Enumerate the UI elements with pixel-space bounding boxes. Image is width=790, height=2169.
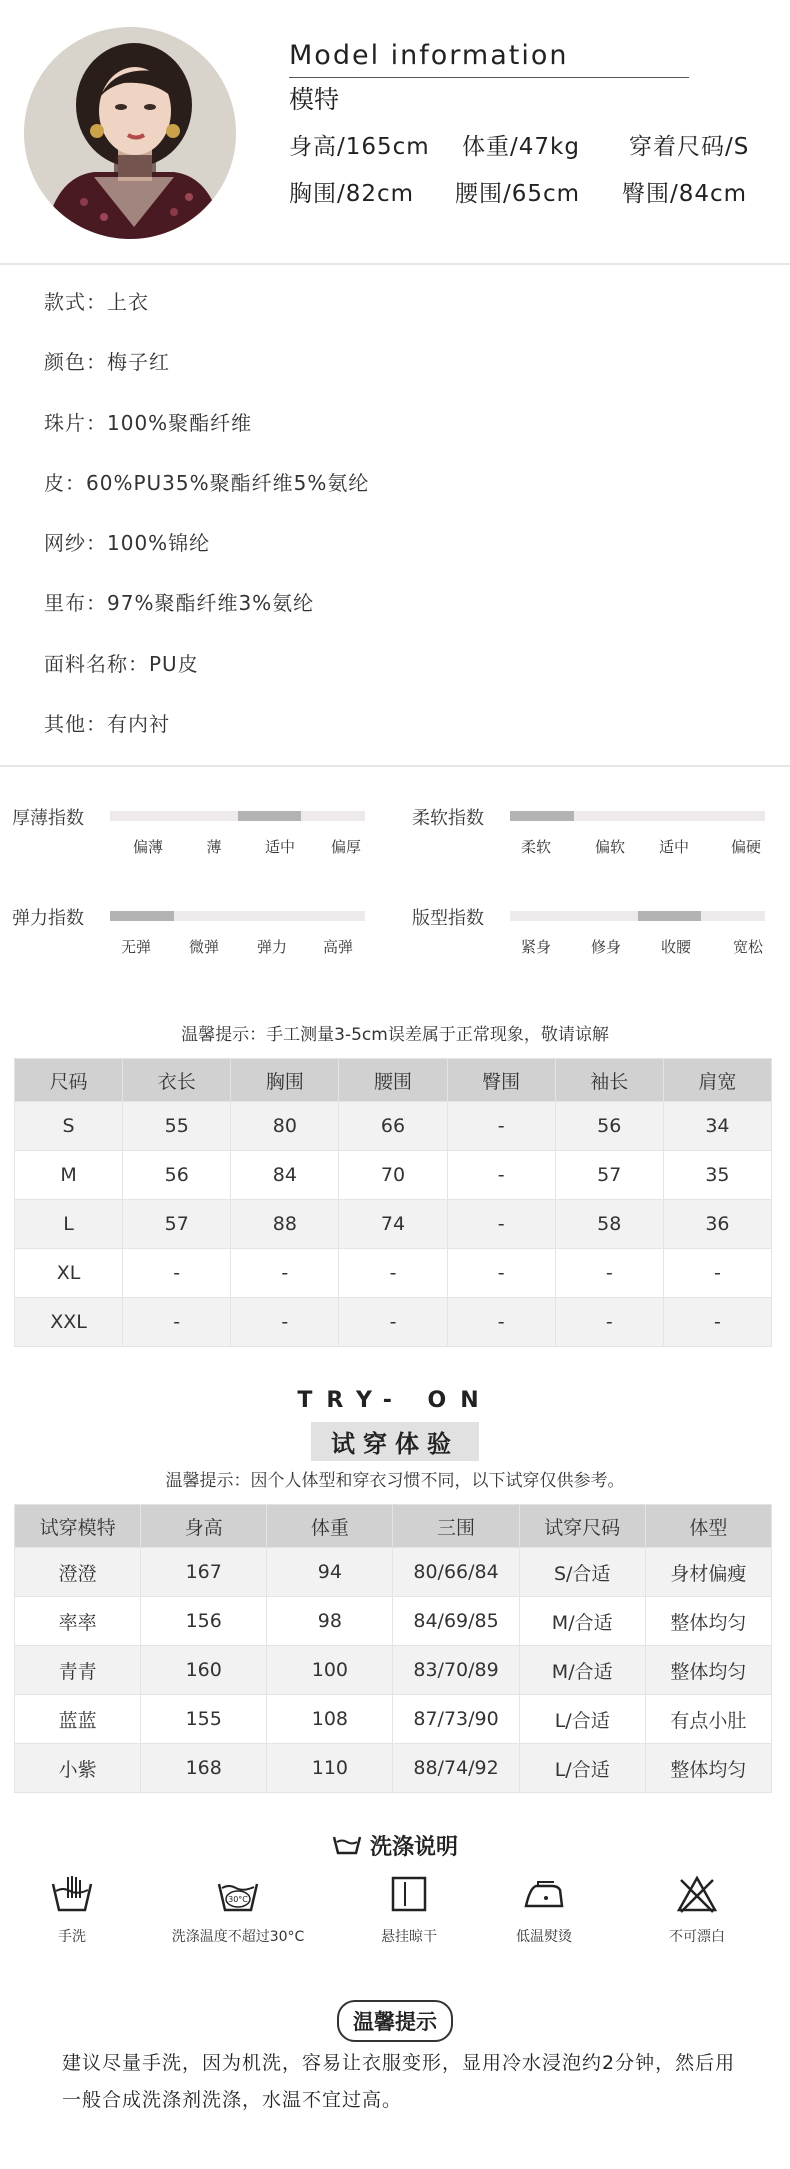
table-cell: 110: [267, 1744, 393, 1793]
table-row: [15, 1200, 772, 1249]
softness-index: [412, 770, 790, 870]
wash-item-hand-wash: [0, 1874, 162, 1946]
wash-30-icon: [216, 1874, 260, 1914]
table-cell: 有点小肚: [645, 1695, 771, 1744]
table-cell: 80: [231, 1102, 339, 1151]
scale-options: [110, 836, 400, 856]
header-cell: 试穿模特: [15, 1505, 141, 1548]
attribute-lining: 里布：97%聚酯纤维3%氨纶: [44, 591, 315, 616]
table-cell: 74: [339, 1200, 447, 1249]
model-hip: 臀围/84cm: [622, 181, 748, 207]
table-cell: 160: [141, 1646, 267, 1695]
table-cell: 108: [267, 1695, 393, 1744]
tip-text: 建议尽量手洗，因为机洗，容易让衣服变形，显用冷水浸泡约2分钟，然后用一般合成洗涤剂洗涤，水温不宜过高。: [62, 2052, 736, 2111]
fabric-index-scales: [0, 770, 790, 970]
header-cell: 体重: [267, 1505, 393, 1548]
low-iron-icon: [522, 1874, 566, 1914]
header-cell: 身高: [141, 1505, 267, 1548]
table-cell: -: [339, 1249, 447, 1298]
model-info-title: Model information: [289, 40, 569, 71]
attribute-fabric-name: 面料名称：PU皮: [44, 651, 199, 676]
attribute-style: 款式：上衣: [44, 290, 149, 314]
table-cell: 55: [123, 1102, 231, 1151]
table-cell: 蓝蓝: [15, 1695, 141, 1744]
table-cell: M/合适: [519, 1646, 645, 1695]
tryon-table-header: [15, 1505, 772, 1548]
header-cell: 尺码: [15, 1059, 123, 1102]
hang-dry-icon: [387, 1874, 431, 1914]
table-cell: L/合适: [519, 1695, 645, 1744]
scale-track: [510, 911, 765, 921]
table-cell: 83/70/89: [393, 1646, 519, 1695]
table-cell: L/合适: [519, 1744, 645, 1793]
scale-track: [510, 811, 765, 821]
table-cell: 35: [663, 1151, 771, 1200]
attribute-mesh: 网纱：100%锦纶: [44, 531, 211, 556]
wash-title-text: 洗涤说明: [369, 1835, 458, 1860]
table-cell: -: [231, 1249, 339, 1298]
model-measure-row-2: [289, 175, 747, 208]
scale-option: 微弹: [188, 938, 220, 956]
table-cell: -: [447, 1298, 555, 1347]
wash-item-label: 不可漂白: [669, 1929, 725, 1945]
model-weight: 体重/47kg: [462, 134, 580, 160]
table-cell: 70: [339, 1151, 447, 1200]
table-cell: 率率: [15, 1597, 141, 1646]
table-cell: 80/66/84: [393, 1548, 519, 1597]
table-cell: -: [555, 1249, 663, 1298]
scale-option: 宽松: [732, 938, 764, 956]
table-row: [15, 1151, 772, 1200]
table-cell: 84/69/85: [393, 1597, 519, 1646]
wash-item-label: 洗涤温度不超过30°C: [171, 1929, 305, 1945]
header-cell: 肩宽: [663, 1059, 771, 1102]
table-row: [15, 1249, 772, 1298]
table-cell: 88/74/92: [393, 1744, 519, 1793]
table-cell: -: [447, 1102, 555, 1151]
scale-option: 偏硬: [730, 838, 762, 856]
tryon-title-en: TRY- ON: [297, 1388, 493, 1413]
table-cell: S/合适: [519, 1548, 645, 1597]
model-info-subtitle: 模特: [289, 85, 340, 114]
table-cell: 57: [123, 1200, 231, 1249]
model-measure-row-1: [289, 128, 749, 161]
wash-item-label: 悬挂晾干: [381, 1929, 437, 1945]
table-cell: -: [123, 1298, 231, 1347]
header-cell: 衣长: [123, 1059, 231, 1102]
table-row: [15, 1102, 772, 1151]
table-cell: 167: [141, 1548, 267, 1597]
scale-option: 偏厚: [330, 838, 362, 856]
scale-option: 高弹: [322, 938, 354, 956]
table-cell: 94: [267, 1548, 393, 1597]
table-row: [15, 1695, 772, 1744]
scale-indicator: [238, 811, 302, 821]
table-cell: 澄澄: [15, 1548, 141, 1597]
fit-index: [412, 870, 790, 970]
table-cell: 56: [555, 1102, 663, 1151]
scale-label: 版型指数: [412, 908, 484, 929]
title-underline: [289, 77, 689, 78]
scale-option: 修身: [590, 938, 622, 956]
table-cell: -: [663, 1298, 771, 1347]
attribute-leather: 皮：60%PU35%聚酯纤维5%氨纶: [44, 470, 370, 495]
scale-option: 紧身: [520, 938, 552, 956]
tip-title: 温馨提示: [337, 2000, 453, 2042]
no-bleach-icon: [675, 1874, 719, 1914]
tip-title-wrap: [0, 2000, 790, 2042]
scale-label: 厚薄指数: [12, 808, 84, 829]
table-cell: 88: [231, 1200, 339, 1249]
scale-option: 弹力: [256, 938, 288, 956]
table-cell: 34: [663, 1102, 771, 1151]
tryon-title-wrap: [0, 1422, 790, 1461]
thickness-index: [12, 770, 392, 870]
scale-options: [510, 836, 790, 856]
header-cell: 胸围: [231, 1059, 339, 1102]
wash-instructions: [0, 1874, 790, 1974]
scale-label: 弹力指数: [12, 908, 84, 929]
table-cell: 84: [231, 1151, 339, 1200]
tryon-title-cn: 试穿体验: [311, 1422, 479, 1461]
header-cell: 袖长: [555, 1059, 663, 1102]
attribute-other: 其他：有内衬: [44, 712, 170, 737]
table-cell: 98: [267, 1597, 393, 1646]
table-cell: 36: [663, 1200, 771, 1249]
wash-item-no-bleach: [607, 1874, 787, 1946]
scale-indicator: [510, 811, 574, 821]
wash-item-temp: [148, 1874, 328, 1946]
header-cell: 三围: [393, 1505, 519, 1548]
table-cell: 57: [555, 1151, 663, 1200]
table-cell: 小紫: [15, 1744, 141, 1793]
header-cell: 腰围: [339, 1059, 447, 1102]
attribute-color: 颜色：梅子红: [44, 350, 170, 375]
wash-basin-icon: [332, 1834, 362, 1862]
hand-wash-icon: [50, 1874, 94, 1914]
table-cell: 66: [339, 1102, 447, 1151]
wash-temp-text: 30°C: [228, 1895, 248, 1904]
table-cell: M/合适: [519, 1597, 645, 1646]
size-measure-note: 温馨提示：手工测量3-5cm误差属于正常现象，敬请谅解: [181, 1025, 609, 1045]
model-waist: 腰围/65cm: [455, 181, 581, 207]
scale-option: 偏薄: [132, 838, 164, 856]
attribute-sequin: 珠片：100%聚酯纤维: [44, 410, 253, 435]
elasticity-index: [12, 870, 392, 970]
table-row: [15, 1744, 772, 1793]
section-divider: [0, 765, 790, 767]
table-cell: 整体均匀: [645, 1597, 771, 1646]
table-cell: XL: [15, 1249, 123, 1298]
scale-options: [110, 936, 400, 956]
table-cell: 身材偏瘦: [645, 1548, 771, 1597]
size-table: [14, 1058, 772, 1347]
table-cell: 155: [141, 1695, 267, 1744]
scale-options: [510, 936, 790, 956]
table-cell: 58: [555, 1200, 663, 1249]
header-cell: 试穿尺码: [519, 1505, 645, 1548]
scale-option: 适中: [264, 838, 296, 856]
model-avatar: [24, 27, 236, 239]
scale-label: 柔软指数: [412, 808, 484, 829]
table-cell: -: [339, 1298, 447, 1347]
table-cell: -: [555, 1298, 663, 1347]
table-cell: M: [15, 1151, 123, 1200]
table-cell: -: [447, 1151, 555, 1200]
size-table-header: [15, 1059, 772, 1102]
model-bust: 胸围/82cm: [289, 181, 415, 207]
table-cell: -: [663, 1249, 771, 1298]
header-cell: 臀围: [447, 1059, 555, 1102]
table-cell: S: [15, 1102, 123, 1151]
table-row: [15, 1548, 772, 1597]
table-row: [15, 1646, 772, 1695]
scale-option: 柔软: [520, 838, 552, 856]
table-cell: 168: [141, 1744, 267, 1793]
scale-option: 薄: [206, 838, 222, 856]
scale-indicator: [638, 911, 702, 921]
table-cell: -: [231, 1298, 339, 1347]
tryon-table: [14, 1504, 772, 1793]
table-cell: 156: [141, 1597, 267, 1646]
table-cell: -: [123, 1249, 231, 1298]
model-size: 穿着尺码/S: [629, 134, 750, 160]
tryon-note: 温馨提示：因个人体型和穿衣习惯不同，以下试穿仅供参考。: [165, 1471, 625, 1491]
table-row: [15, 1298, 772, 1347]
table-cell: XXL: [15, 1298, 123, 1347]
table-cell: 56: [123, 1151, 231, 1200]
scale-track: [110, 811, 365, 821]
table-row: [15, 1597, 772, 1646]
table-cell: 100: [267, 1646, 393, 1695]
table-cell: -: [447, 1200, 555, 1249]
scale-option: 适中: [658, 838, 690, 856]
model-height: 身高/165cm: [289, 134, 430, 160]
wash-title: [0, 1830, 790, 1862]
scale-option: 偏软: [594, 838, 626, 856]
model-info-section: [0, 0, 790, 262]
table-cell: L: [15, 1200, 123, 1249]
table-cell: 整体均匀: [645, 1744, 771, 1793]
table-cell: 87/73/90: [393, 1695, 519, 1744]
section-divider: [0, 263, 790, 265]
header-cell: 体型: [645, 1505, 771, 1548]
scale-indicator: [110, 911, 174, 921]
table-cell: 青青: [15, 1646, 141, 1695]
scale-track: [110, 911, 365, 921]
wash-item-label: 手洗: [58, 1929, 86, 1945]
wash-item-label: 低温熨烫: [516, 1929, 572, 1945]
product-attributes: [44, 282, 369, 764]
table-cell: 整体均匀: [645, 1646, 771, 1695]
scale-option: 收腰: [660, 938, 692, 956]
scale-option: 无弹: [120, 938, 152, 956]
table-cell: -: [447, 1249, 555, 1298]
